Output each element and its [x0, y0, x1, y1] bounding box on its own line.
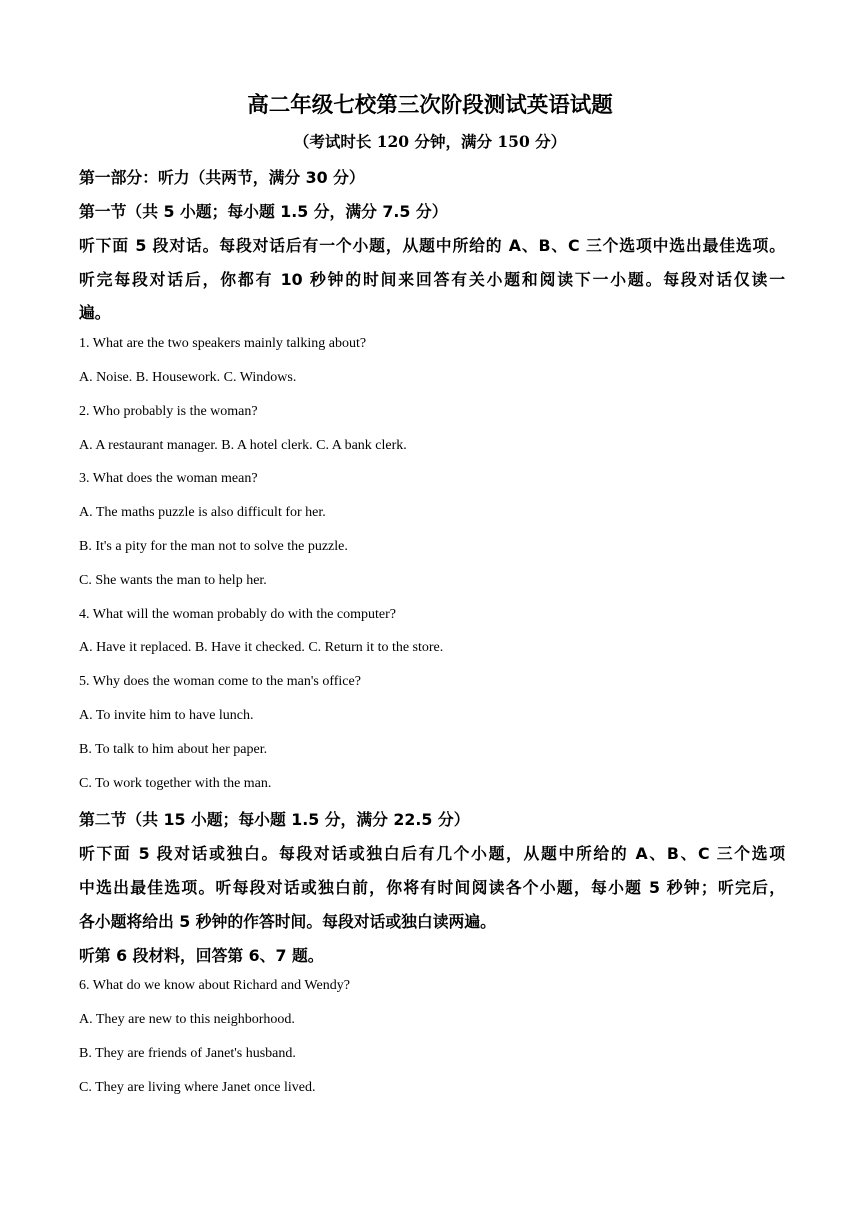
- question-option: B. It's a pity for the man not to solve the puzzle.: [79, 539, 348, 554]
- instruction-line: 各小题将给出 5 秒钟的作答时间。每段对话或独白读两遍。: [79, 912, 496, 931]
- question-option: C. To work together with the man.: [79, 776, 272, 791]
- question-options: A. A restaurant manager. B. A hotel clerk. C. A bank clerk.: [79, 438, 407, 453]
- instruction-line: 中选出最佳选项。听每段对话或独白前，你将有时间阅读各个小题，每小题 5 秒钟；听完后，: [79, 878, 785, 897]
- instruction-line: 遍。: [79, 303, 111, 322]
- exam-duration-note: （考试时长 120 分钟，满分 150 分）: [293, 132, 567, 151]
- question-option: C. They are living where Janet once lived.: [79, 1080, 316, 1095]
- question-option: C. She wants the man to help her.: [79, 573, 267, 588]
- question-stem: 4. What will the woman probably do with the computer?: [79, 607, 397, 622]
- page-title: 高二年级七校第三次阶段测试英语试题: [247, 93, 613, 118]
- question-options: A. Noise. B. Housework. C. Windows.: [79, 370, 297, 385]
- question-option: A. To invite him to have lunch.: [79, 708, 254, 723]
- question-option: B. They are friends of Janet's husband.: [79, 1046, 296, 1061]
- question-stem: 2. Who probably is the woman?: [79, 404, 258, 419]
- instruction-line: 听下面 5 段对话或独白。每段对话或独白后有几个小题，从题中所给的 A、B、C 三个选项: [79, 844, 785, 863]
- section-heading: 第二节（共 15 小题；每小题 1.5 分，满分 22.5 分）: [79, 810, 470, 829]
- question-stem: 6. What do we know about Richard and Wendy?: [79, 978, 350, 993]
- question-stem: 3. What does the woman mean?: [79, 471, 258, 486]
- question-option: A. They are new to this neighborhood.: [79, 1012, 295, 1027]
- section-heading: 第一节（共 5 小题；每小题 1.5 分，满分 7.5 分）: [79, 202, 448, 221]
- question-option: B. To talk to him about her paper.: [79, 742, 268, 757]
- instruction-line: 听完每段对话后，你都有 10 秒钟的时间来回答有关小题和阅读下一小题。每段对话仅读一: [79, 270, 785, 289]
- question-stem: 1. What are the two speakers mainly talking about?: [79, 336, 367, 351]
- part-heading: 第一部分：听力（共两节，满分 30 分）: [79, 168, 365, 187]
- question-option: A. The maths puzzle is also difficult for her.: [79, 505, 326, 520]
- material-note: 听第 6 段材料，回答第 6、7 题。: [79, 946, 324, 965]
- instruction-line: 听下面 5 段对话。每段对话后有一个小题，从题中所给的 A、B、C 三个选项中选出最佳选项。: [79, 236, 785, 255]
- question-options: A. Have it replaced. B. Have it checked. C. Return it to the store.: [79, 640, 444, 655]
- question-stem: 5. Why does the woman come to the man's office?: [79, 674, 361, 689]
